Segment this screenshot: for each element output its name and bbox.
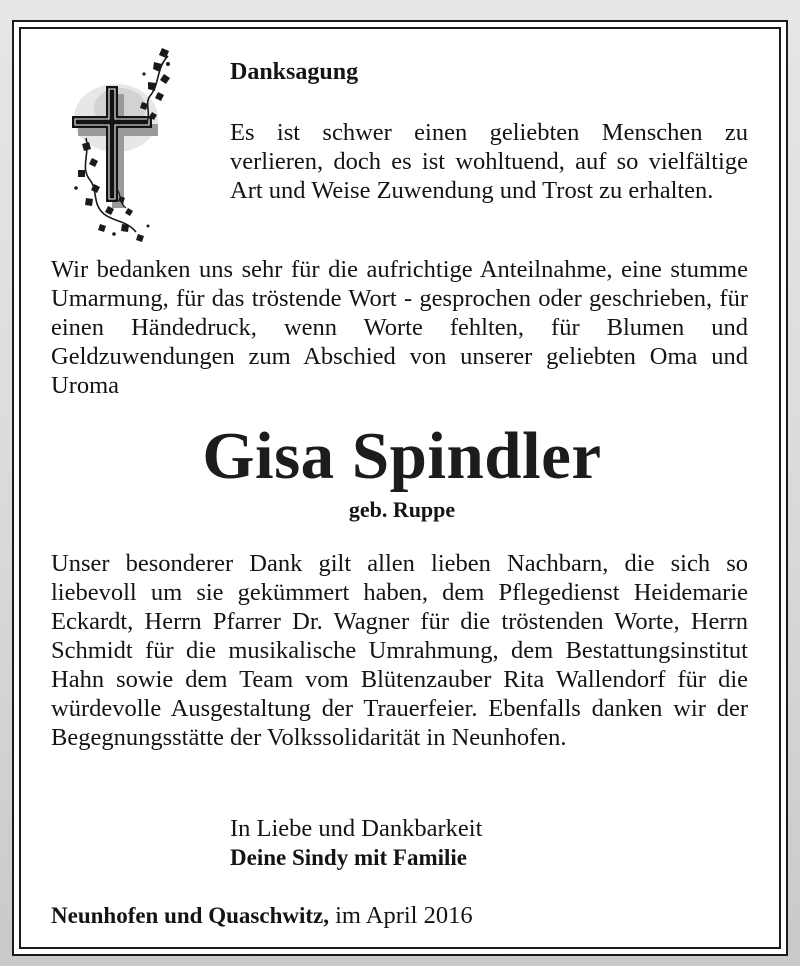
deceased-name: Gisa Spindler — [202, 419, 602, 493]
maiden-name: geb. Ruppe — [348, 497, 456, 522]
cross-with-ivy-icon — [56, 38, 182, 244]
obituary-card — [12, 20, 788, 956]
notice-heading: Danksagung — [230, 59, 359, 85]
closing-line: In Liebe und Dankbarkeit — [230, 815, 483, 842]
special-thanks-paragraph: Unser besonderer Dank gilt allen lieben Nachbarn, die sich so liebevoll um sie gekümmert haben, dem Pflegedienst Heidemarie Eckardt, Herrn Pfarrer Dr. Wagner für die tröstenden Worte, Herrn Schmidt für die musikalische Umrahmung, dem Bestattungsinstitut Hahn sowie dem Team vom Blütenzauber Rita Wallendorf für die würdevolle Ausgestaltung der Trauerfeier. Ebenfalls danken wir der Begegnungsstätte der Volkssolidarität in Neunhofen. — [51, 550, 748, 751]
place: Neunhofen und Quaschwitz, — [51, 903, 329, 928]
signature: Deine Sindy mit Familie — [230, 845, 468, 870]
place-and-date — [51, 901, 473, 930]
intro-text: Es ist schwer einen geliebten Menschen zu verlieren, doch es ist wohltuend, auf so vielfältige Art und Weise Zuwendung und Trost zu erhalten. — [230, 119, 748, 204]
date: im April 2016 — [328, 902, 473, 929]
thanks-paragraph: Wir bedanken uns sehr für die aufrichtige Anteilnahme, eine stumme Umarmung, für das tröstende Wort - gesprochen oder geschrieben, für einen Händedruck, wenn Worte fehlten, für Blumen und Geldzuwendungen zum Abschied von unserer geliebten Oma und Uroma — [51, 256, 748, 399]
